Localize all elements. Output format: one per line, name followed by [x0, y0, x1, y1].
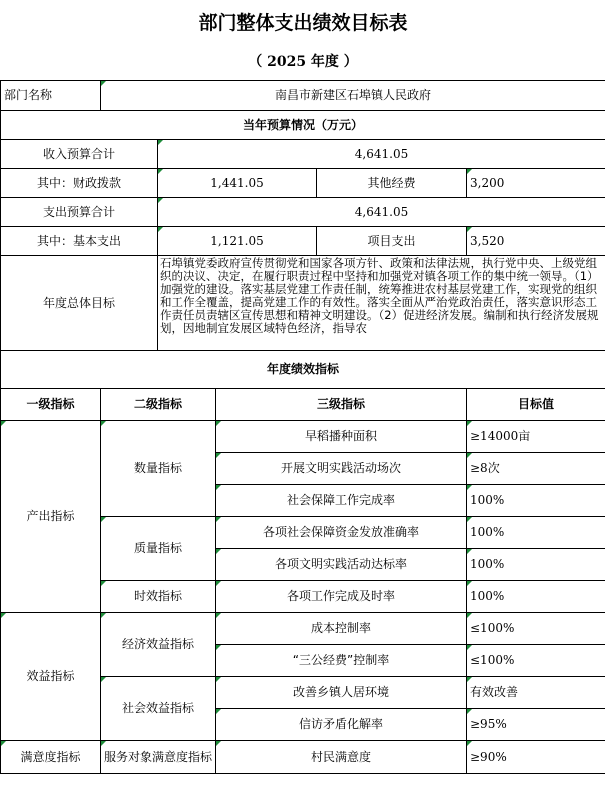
indicator-target: 有效改善 [467, 676, 605, 708]
budget-section-title: 当年预算情况（万元） [1, 110, 605, 139]
page-title: 部门整体支出绩效目标表 [198, 11, 408, 34]
indicator-name: 信访矛盾化解率 [216, 708, 467, 740]
goal-text: 石埠镇党委政府宣传贯彻党和国家各项方针、政策和法律法规，执行党中央、上级党组织的决议、决定，在履行职责过程中坚持和加强党对镇各项工作的集中统一领导。（1）加强党的建设。落实基层党建工作责任制，统筹推进农村基层党建工作，实现党的组织和工作全覆盖，提高党建工作的有效性。落实全面从严治党政治责任，落实意识形态工作责任员责辖区宣传思想和精神文明建设。（2）促进经济发展。编制和执行经济发展规划，因地制宜发展区域特色经济，指导农 [160, 256, 599, 335]
indicator-target: ≥8次 [467, 452, 605, 484]
indicator-name: 各项文明实践活动达标率 [216, 548, 467, 580]
indicator-name: 各项社会保障资金发放准确率 [216, 516, 467, 548]
dept-label: 部门名称 [1, 80, 101, 110]
level2-quantity: 数量指标 [101, 420, 216, 516]
income-total: 4,641.05 [158, 139, 605, 168]
indicator-name: 改善乡镇人居环境 [216, 676, 467, 708]
fiscal-value: 1,441.05 [158, 168, 317, 197]
indicator-name: “三公经费”控制率 [216, 644, 467, 676]
level2-timeliness: 时效指标 [101, 580, 216, 612]
indicator-name: 社会保障工作完成率 [216, 484, 467, 516]
indicator-target: 100% [467, 516, 605, 548]
indicator-name: 早稻播种面积 [216, 420, 467, 452]
level2-economic: 经济效益指标 [101, 612, 216, 676]
indicator-target: 100% [467, 484, 605, 516]
indicator-target: 100% [467, 580, 605, 612]
basic-value: 1,121.05 [158, 226, 317, 255]
indicator-target: ≥95% [467, 708, 605, 740]
project-value: 3,520 [467, 226, 605, 255]
indicator-name: 各项工作完成及时率 [216, 580, 467, 612]
goal-label: 年度总体目标 [1, 255, 158, 350]
goal-text-cell [158, 255, 605, 350]
level2-service: 服务对象满意度指标 [101, 740, 216, 773]
indicator-section-title: 年度绩效指标 [1, 350, 605, 388]
indicator-target: ≤100% [467, 644, 605, 676]
level2-social: 社会效益指标 [101, 676, 216, 740]
fiscal-label: 其中：财政拨款 [1, 168, 158, 197]
indicator-target: 100% [467, 548, 605, 580]
expense-total: 4,641.05 [158, 197, 605, 226]
header-level2: 二级指标 [101, 388, 216, 420]
year-label: （ 2025 年度 ） [248, 54, 358, 71]
level1-output: 产出指标 [1, 420, 101, 612]
other-value: 3,200 [467, 168, 605, 197]
indicator-target: ≥14000亩 [467, 420, 605, 452]
income-label: 收入预算合计 [1, 139, 158, 168]
dept-value: 南昌市新建区石埠镇人民政府 [101, 80, 605, 110]
indicator-target: ≥90% [467, 740, 605, 773]
basic-label: 其中：基本支出 [1, 226, 158, 255]
indicator-name: 开展文明实践活动场次 [216, 452, 467, 484]
indicator-target: ≤100% [467, 612, 605, 644]
indicator-name: 村民满意度 [216, 740, 467, 773]
header-target: 目标值 [467, 388, 605, 420]
project-label: 项目支出 [317, 226, 467, 255]
expense-label: 支出预算合计 [1, 197, 158, 226]
level1-benefit: 效益指标 [1, 612, 101, 740]
header-level3: 三级指标 [216, 388, 467, 420]
level1-satisfaction: 满意度指标 [1, 740, 101, 773]
other-label: 其他经费 [317, 168, 467, 197]
indicator-name: 成本控制率 [216, 612, 467, 644]
level2-quality: 质量指标 [101, 516, 216, 580]
header-level1: 一级指标 [1, 388, 101, 420]
